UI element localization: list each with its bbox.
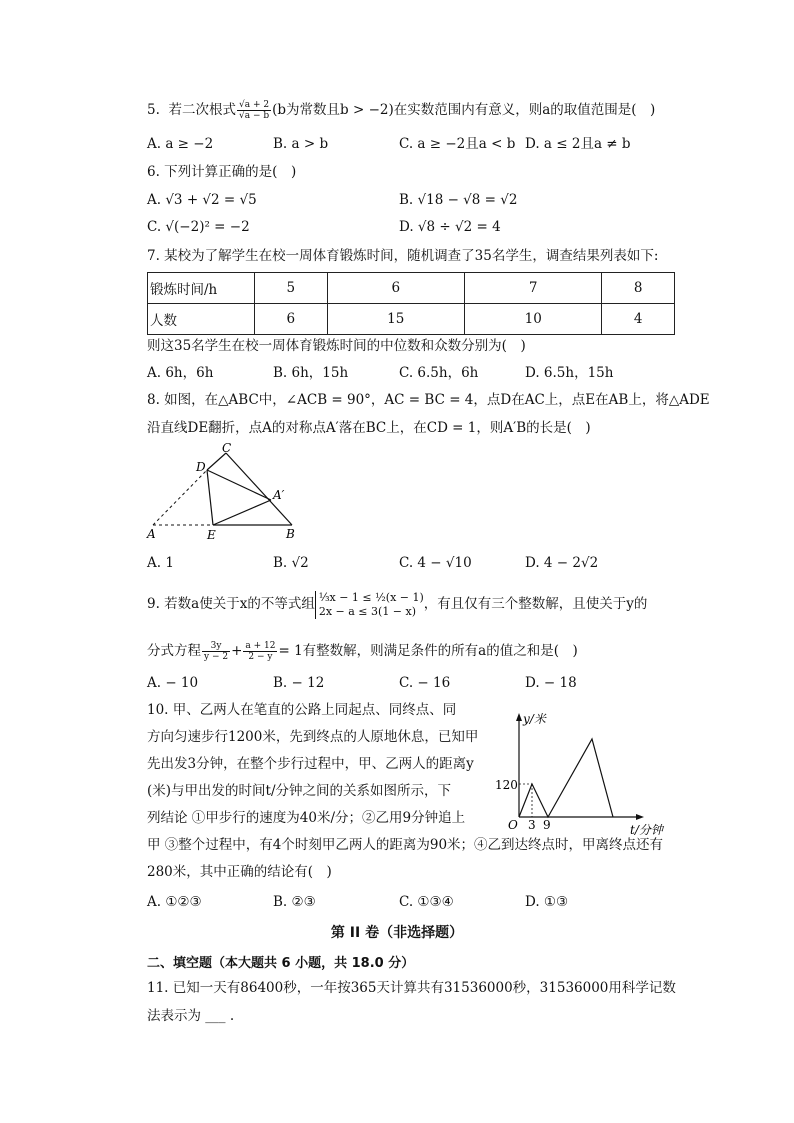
table-cell: 15: [327, 304, 464, 335]
q7-option-a: A. 6h，6h: [147, 365, 214, 381]
table-cell: 人数: [148, 304, 255, 335]
q6-option-d: D. √8 ÷ √2 = 4: [399, 219, 501, 235]
q10-line4: (米)与甲出发的时间t/分钟之间的关系如图所示，下: [147, 783, 452, 799]
q10-line6: 甲 ③整个过程中，有4个时刻甲乙两人的距离为90米；④乙到达终点时，甲离终点还有: [147, 837, 664, 853]
table-cell: 6: [255, 304, 328, 335]
q10-line1: 10. 甲、乙两人在笔直的公路上同起点、同终点、同: [147, 702, 457, 718]
table-cell: 5: [255, 273, 328, 304]
q5-frac-den: √a − b: [238, 111, 270, 121]
segment-dc: [207, 453, 226, 470]
q8-option-d: D. 4 − 2√2: [525, 555, 599, 571]
q10-option-d: D. ①③: [525, 894, 569, 910]
q10-option-c: C. ①③④: [399, 894, 454, 910]
q10-option-a: A. ①②③: [147, 894, 202, 910]
q7-option-c: C. 6.5h，6h: [399, 365, 479, 381]
q10-line7: 280米，其中正确的结论有( ): [147, 864, 332, 880]
q9-option-b: B. − 12: [273, 675, 325, 691]
q9-inequality-system: ⅓x − 1 ≤ ½(x − 1) 2x − a ≤ 3(1 − x): [315, 591, 424, 619]
q10-line5: 列结论 ①甲步行的速度为40米/分；②乙用9分钟追上: [147, 810, 466, 826]
table-cell: 4: [602, 304, 675, 335]
table-row: [148, 304, 675, 335]
label-a: A: [147, 527, 156, 541]
q11-line1: 11. 已知一天有86400秒，一年按365天计算共有31536000秒，31536000用科学记数: [147, 980, 676, 996]
q6-stem: 6. 下列计算正确的是( ): [147, 164, 297, 180]
q7-table: [147, 272, 675, 335]
q5-frac-num: √a + 2: [237, 100, 271, 111]
y-axis-arrow: [516, 713, 522, 721]
table-cell: 锻炼时间/h: [148, 273, 255, 304]
q11-line2: 法表示为 ___ .: [147, 1008, 235, 1024]
segment-da2: [207, 470, 271, 500]
graph-x-tick-3: 3: [528, 818, 536, 832]
q10-line3: 先出发3分钟，在整个步行过程中，甲、乙两人的距离y: [147, 756, 474, 772]
graph-origin: O: [508, 818, 518, 832]
distance-curve: [519, 739, 613, 817]
q5-stem: 5. 若二次根式 $\frac{√a + 2}{√a - b}$ (b为常数且b > −2)在实数范围内有意义，则a的取值范围是( ): [147, 100, 656, 121]
label-b: B: [286, 527, 295, 541]
q5-option-d: D. a ≤ 2且a ≠ b: [525, 136, 631, 152]
q8-triangle-figure: [145, 443, 315, 543]
q9-fraction-2: $\frac{a + 12}{2 - y}$: [245, 641, 276, 662]
table-cell: 6: [327, 273, 464, 304]
label-e: E: [207, 528, 216, 542]
q6-option-c: C. √(−2)² = −2: [147, 219, 250, 235]
q8-option-a: A. 1: [147, 555, 174, 571]
label-d: D: [196, 460, 206, 474]
graph-y-tick-120: 120: [495, 778, 518, 792]
q8-line1: 8. 如图，在△ABC中，∠ACB = 90°，AC = BC = 4，点D在AC上，点E在AB上，将△ADE: [147, 392, 710, 408]
q9-option-c: C. − 16: [399, 675, 451, 691]
q6-option-a: A. √3 + √2 = √5: [147, 192, 257, 208]
segment-de: [207, 470, 213, 525]
q8-option-c: C. 4 − √10: [399, 555, 472, 571]
q9-line2: 分式方程 $\frac{3y}{y - 2}$ + $\frac{a + 12}{2 - y}$ = 1有整数解，则满足条件的所有a的值之和是( ): [147, 641, 578, 662]
q10-option-b: B. ②③: [273, 894, 316, 910]
label-a-prime: A′: [273, 488, 285, 502]
table-cell: 8: [602, 273, 675, 304]
q10-line2: 方向匀速步行1200米，先到终点的人原地休息，已知甲: [147, 729, 479, 745]
graph-x-label: t/分钟: [630, 823, 663, 837]
q9-option-a: A. − 10: [147, 675, 199, 691]
q9-line1: 9. 若数a使关于x的不等式组 ⅓x − 1 ≤ ½(x − 1) 2x − a ≤ 3(1 − x) ，有且仅有三个整数解，且使关于y的: [147, 590, 648, 618]
q5-pre: 若二次根式: [168, 102, 236, 118]
q6-option-b: B. √18 − √8 = √2: [399, 192, 518, 208]
table-row: [148, 273, 675, 304]
graph-x-tick-9: 9: [543, 818, 551, 832]
q8-line2: 沿直线DE翻折，点A的对称点A′落在BC上，在CD = 1，则A′B的长是( ): [147, 420, 591, 436]
q10-distance-graph: [492, 707, 682, 837]
label-c: C: [222, 443, 232, 455]
q5-condition: (b为常数且b > −2)在实数范围内有意义，则a的取值范围是( ): [272, 102, 656, 118]
part2-title: 二、填空题（本大题共 6 小题，共 18.0 分）: [147, 956, 415, 971]
q9-fraction-1: $\frac{3y}{y - 2}$: [204, 641, 229, 662]
table-cell: 7: [464, 273, 601, 304]
q7-stem: 7. 某校为了解学生在校一周体育锻炼时间，随机调查了35名学生，调查结果列表如下:: [147, 248, 659, 264]
x-axis-arrow: [636, 814, 644, 820]
graph-y-label: y/米: [523, 712, 546, 726]
segment-ea2: [213, 500, 271, 525]
q8-option-b: B. √2: [273, 555, 309, 571]
q9-option-d: D. − 18: [525, 675, 577, 691]
q7-option-b: B. 6h，15h: [273, 365, 349, 381]
q5-radical-fraction: [237, 100, 271, 121]
q7-option-d: D. 6.5h，15h: [525, 365, 614, 381]
section-title: 第 II 卷（非选择题）: [330, 925, 464, 941]
q5-option-b: B. a > b: [273, 136, 329, 152]
table-cell: 10: [464, 304, 601, 335]
q5-option-c: C. a ≥ −2且a < b: [399, 136, 516, 152]
dashed-ad: [153, 470, 207, 525]
q5-option-a: A. a ≥ −2: [147, 136, 214, 152]
q7-question: 则这35名学生在校一周体育锻炼时间的中位数和众数分别为( ): [147, 338, 526, 354]
